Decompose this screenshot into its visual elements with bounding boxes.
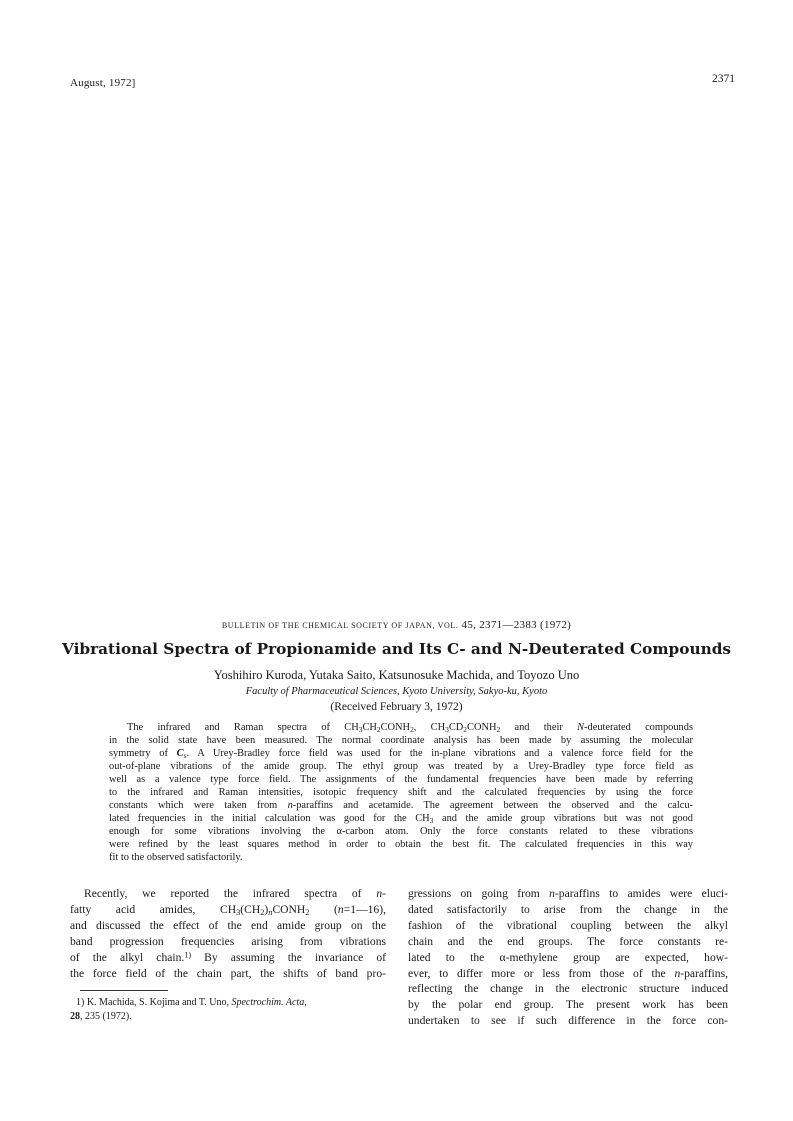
abstract-line: constants which were taken from n-paraffins and acetamide. The agreement between the observed and the calcu- bbox=[109, 800, 693, 812]
article-affiliation: Faculty of Pharmaceutical Sciences, Kyoto University, Sakyo-ku, Kyoto bbox=[245, 686, 548, 697]
running-header-date: August, 1972] bbox=[70, 77, 136, 89]
body-line: of the alkyl chain.$^{1)}$ By assuming the invariance of bbox=[70, 949, 386, 964]
footnote bbox=[70, 996, 386, 1023]
abstract-line: in the solid state have been measured. The normal coordinate analysis has been made by assuming the molecular bbox=[109, 735, 693, 747]
abstract-line: lated frequencies in the initial calculation was good for the $CH_3$ and the amide group vibrations but was not good bbox=[109, 813, 693, 826]
page-number: 2371 bbox=[712, 73, 735, 85]
body-line: fashion of the vibrational coupling between the alkyl bbox=[408, 918, 728, 932]
body-column-right bbox=[408, 886, 728, 1029]
body-line: undertaken to see if such difference in the force con- bbox=[408, 1014, 728, 1028]
abstract-line: to the infrared and Raman intensities, isotopic frequency shift and the calculated frequencies by using the force bbox=[109, 787, 693, 799]
abstract bbox=[109, 721, 693, 865]
citation-ref: 1) bbox=[184, 949, 192, 959]
journal-citation-line bbox=[0, 619, 793, 631]
footnote-line: 1) K. Machida, S. Kojima and T. Uno, Spectrochim. Acta, bbox=[76, 997, 307, 1008]
body-line: gressions on going from n-paraffins to amides were eluci- bbox=[408, 887, 728, 900]
body-line: chain and the end groups. The force constants re- bbox=[408, 934, 728, 948]
received-date: (Received February 3, 1972) bbox=[330, 701, 463, 713]
abstract-line: well as a valence type force field. The assignments of the fundamental frequencies have been made by referring bbox=[109, 774, 693, 786]
body-line: dated satisfactorily to arise from the change in the bbox=[408, 902, 728, 916]
body-line: fatty acid amides, $CH_3(CH_2)_nCONH_2$ (n=1—16), bbox=[70, 902, 386, 917]
footnote-divider bbox=[80, 990, 168, 991]
abstract-line: symmetry of $C_s$. A Urey-Bradley force field was used for the in-plane vibrations and a valence force field for the bbox=[109, 748, 693, 760]
body-line: band progression frequencies arising from vibrations bbox=[70, 934, 386, 948]
abstract-line: out-of-plane vibrations of the amide group. The ethyl group was treated by a Urey-Bradley type force field as bbox=[109, 761, 693, 773]
body-line: the force field of the chain part, the shifts of band pro- bbox=[70, 966, 386, 980]
footnote-line: 28, 235 (1972). bbox=[70, 1010, 132, 1022]
body-line: and discussed the effect of the end amide group on the bbox=[70, 918, 386, 932]
body-line: by the polar end group. The present work has been bbox=[408, 998, 728, 1012]
abstract-line: The infrared and Raman spectra of $CH_3CH_2CONH_2$, $CH_3CD_2CONH_2$ and their N-deuterated compounds bbox=[127, 722, 693, 734]
body-line: lated to the α-methylene group are expected, how- bbox=[408, 950, 728, 964]
body-column-left bbox=[70, 886, 386, 981]
abstract-line: enough for some vibrations involving the α-carbon atom. Only the force constants related to these vibrations bbox=[109, 826, 693, 838]
journal-name: BULLETIN OF THE CHEMICAL SOCIETY OF JAPAN, VOL. bbox=[221, 621, 459, 630]
article-authors: Yoshihiro Kuroda, Yutaka Saito, Katsunosuke Machida, and Toyozo Uno bbox=[213, 668, 580, 682]
body-line: ever, to differ more or less from those of the n-paraffins, bbox=[408, 966, 728, 980]
body-line: Recently, we reported the infrared spectra of n- bbox=[84, 887, 386, 900]
abstract-line: were refined by the least squares method in order to obtain the best fit. The calculated frequencies in this way bbox=[109, 839, 693, 851]
journal-volume-pages: 45, 2371—2383 (1972) bbox=[461, 619, 572, 631]
body-line: reflecting the change in the electronic structure induced bbox=[408, 982, 728, 996]
abstract-line: fit to the observed satisfactorily. bbox=[109, 852, 243, 864]
article-title: Vibrational Spectra of Propionamide and Its C- and N-Deuterated Compounds bbox=[61, 640, 731, 658]
